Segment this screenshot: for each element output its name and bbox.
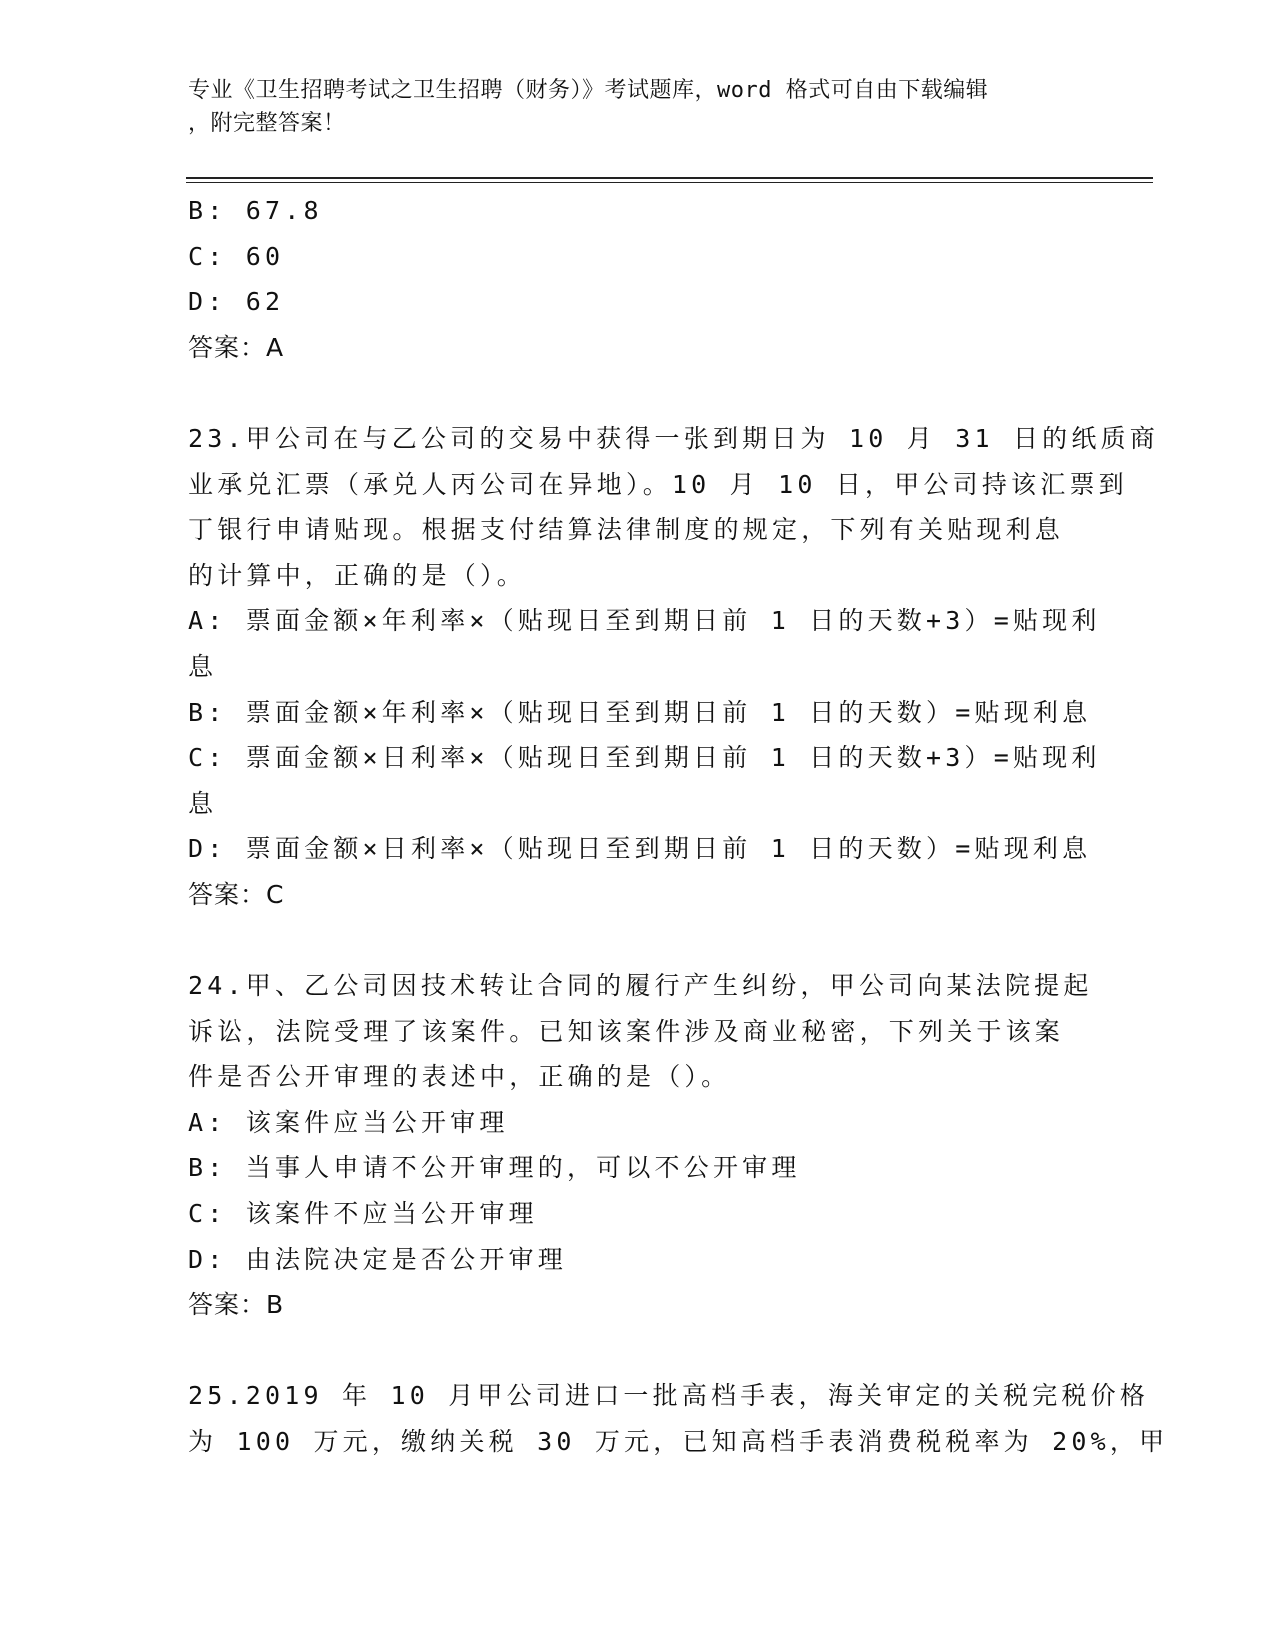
question-stem-line: 业承兑汇票（承兑人丙公司在异地）。10 月 10 日，甲公司持该汇票到	[188, 469, 1128, 499]
option-d: D: 62	[188, 287, 285, 317]
question-24	[188, 963, 1093, 1328]
option-c-wrap: 息	[188, 788, 218, 818]
option-a-wrap: 息	[188, 651, 218, 681]
header-rule-thin	[186, 182, 1153, 183]
question-content	[188, 188, 1169, 1465]
document-header	[188, 74, 1068, 140]
option-d: D: 由法院决定是否公开审理	[188, 1244, 567, 1274]
answer: 答案：A	[188, 332, 285, 362]
option-c: C: 该案件不应当公开审理	[188, 1199, 538, 1229]
question-stem-line: 件是否公开审理的表述中，正确的是（）。	[188, 1062, 731, 1092]
option-b: B: 当事人申请不公开审理的，可以不公开审理	[188, 1153, 801, 1183]
question-stem-line: 丁银行申请贴现。根据支付结算法律制度的规定，下列有关贴现利息	[188, 515, 1065, 545]
question-stem-line: 诉讼，法院受理了该案件。已知该案件涉及商业秘密，下列关于该案	[188, 1016, 1065, 1046]
option-b: B: 票面金额×年利率×（贴现日至到期日前 1 日的天数）=贴现利息	[188, 697, 1092, 727]
question-22	[188, 188, 1088, 370]
answer: 答案：C	[188, 879, 285, 909]
option-c: C: 60	[188, 241, 285, 271]
question-stem-line: 的计算中，正确的是（）。	[188, 560, 526, 590]
question-stem-line: 23.甲公司在与乙公司的交易中获得一张到期日为 10 月 31 日的纸质商	[188, 423, 1159, 453]
header-line-1: 专业《卫生招聘考试之卫生招聘（财务）》考试题库，word 格式可自由下载编辑	[188, 78, 989, 103]
spacer	[188, 918, 1088, 964]
option-a: A: 票面金额×年利率×（贴现日至到期日前 1 日的天数+3）=贴现利	[188, 606, 1101, 636]
spacer	[188, 1328, 1088, 1374]
question-stem-line: 24.甲、乙公司因技术转让合同的履行产生纠纷，甲公司向某法院提起	[188, 971, 1093, 1001]
spacer	[188, 370, 1088, 416]
option-a: A: 该案件应当公开审理	[188, 1107, 509, 1137]
header-rule-thick	[186, 177, 1153, 179]
option-b: B: 67.8	[188, 196, 323, 225]
question-stem-line: 25.2019 年 10 月甲公司进口一批高档手表，海关审定的关税完税价格	[188, 1381, 1150, 1411]
option-d: D: 票面金额×日利率×（贴现日至到期日前 1 日的天数）=贴现利息	[188, 834, 1092, 864]
question-stem-line: 为 100 万元，缴纳关税 30 万元，已知高档手表消费税税率为 20%，甲	[188, 1427, 1169, 1457]
question-23	[188, 416, 1159, 918]
answer: 答案：B	[188, 1290, 285, 1320]
option-c: C: 票面金额×日利率×（贴现日至到期日前 1 日的天数+3）=贴现利	[188, 743, 1101, 773]
question-25	[188, 1373, 1169, 1464]
header-line-2: ，附完整答案！	[188, 111, 346, 136]
